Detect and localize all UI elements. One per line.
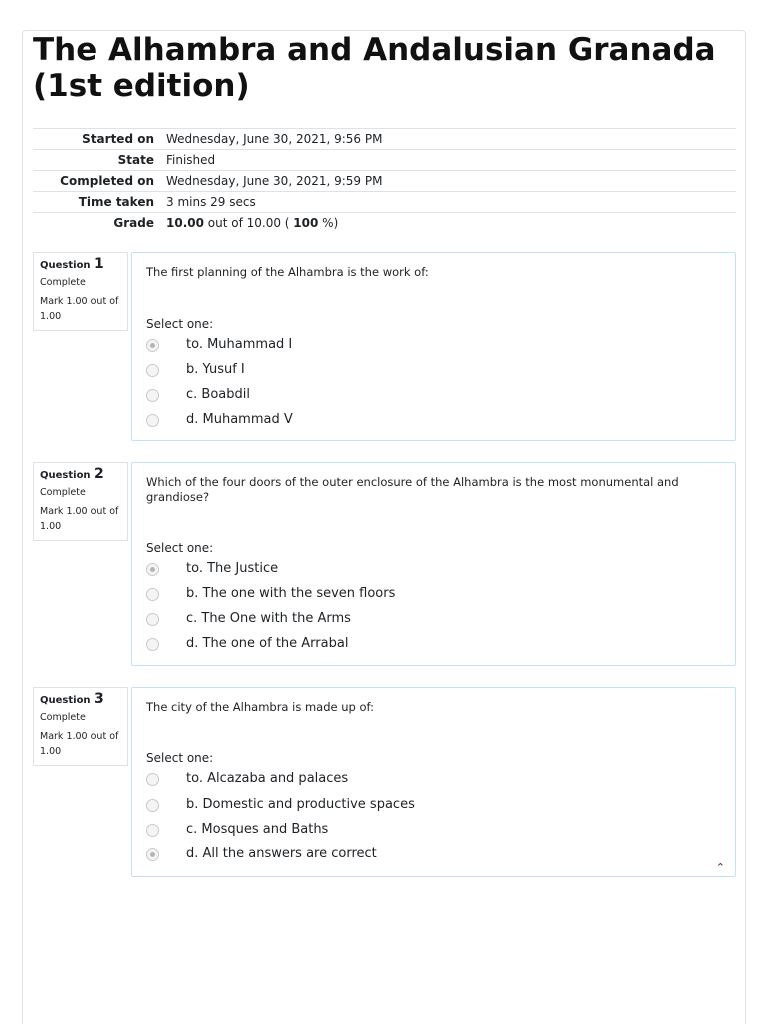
- summary-value: Wednesday, June 30, 2021, 9:59 PM: [166, 174, 383, 188]
- question-content-2: [131, 462, 736, 666]
- question-label: Question: [40, 470, 91, 481]
- radio-button[interactable]: [146, 848, 159, 861]
- answer-label: d. Muhammad V: [186, 411, 293, 427]
- attempt-summary-table: [33, 128, 736, 234]
- answer-label: to. Alcazaba and palaces: [186, 770, 349, 786]
- question-number: [40, 257, 121, 273]
- radio-button[interactable]: [146, 414, 159, 427]
- radio-button[interactable]: [146, 799, 159, 812]
- grade-out-of: out of 10.00 (: [203, 216, 294, 231]
- answer-option[interactable]: [146, 409, 293, 429]
- answer-option[interactable]: [146, 359, 245, 379]
- grade-percent-suffix: %): [318, 216, 339, 231]
- summary-value: Finished: [166, 153, 216, 167]
- answer-option[interactable]: [146, 334, 292, 354]
- summary-value: [166, 213, 736, 234]
- radio-button[interactable]: [146, 613, 159, 626]
- question-number-value: 3: [94, 691, 104, 707]
- radio-button[interactable]: [146, 339, 159, 352]
- summary-label: Grade: [113, 216, 154, 231]
- radio-button[interactable]: [146, 563, 159, 576]
- answer-option[interactable]: [146, 558, 278, 578]
- question-info-2: [33, 462, 128, 541]
- question-label: Question: [40, 695, 91, 706]
- summary-row-completed: [33, 171, 736, 192]
- grade-percent: 100: [293, 216, 319, 231]
- radio-button[interactable]: [146, 773, 159, 786]
- answer-option[interactable]: [146, 819, 328, 839]
- summary-row-started: [33, 129, 736, 150]
- question-content-3: [131, 687, 736, 877]
- question-number: [40, 692, 121, 708]
- answer-label: to. Muhammad I: [186, 336, 293, 352]
- answer-option[interactable]: [146, 384, 250, 404]
- question-content-1: [131, 252, 736, 441]
- radio-button[interactable]: [146, 588, 159, 601]
- question-mark: Mark 1.00 out of 1.00: [40, 731, 119, 757]
- question-state: Complete: [40, 712, 86, 723]
- question-state: Complete: [40, 277, 86, 288]
- answer-option[interactable]: [146, 583, 395, 603]
- radio-button[interactable]: [146, 638, 159, 651]
- summary-row-state: [33, 150, 736, 171]
- question-info-1: [33, 252, 128, 331]
- answer-option[interactable]: [146, 633, 348, 653]
- radio-button[interactable]: [146, 824, 159, 837]
- page-title: The Alhambra and Andalusian Granada (1st edition): [33, 32, 716, 104]
- answer-label: b. Yusuf I: [186, 361, 245, 377]
- answer-label: b. Domestic and productive spaces: [186, 796, 415, 812]
- radio-button[interactable]: [146, 364, 159, 377]
- question-text: The city of the Alhambra is made up of:: [146, 700, 375, 714]
- answer-label: c. Mosques and Baths: [186, 821, 329, 837]
- answer-option[interactable]: [146, 794, 415, 814]
- summary-value: Wednesday, June 30, 2021, 9:56 PM: [166, 132, 383, 146]
- summary-value: 3 mins 29 secs: [166, 195, 256, 209]
- question-number: [40, 467, 121, 483]
- question-mark: Mark 1.00 out of 1.00: [40, 506, 119, 532]
- summary-row-grade: [33, 213, 736, 234]
- question-state: Complete: [40, 487, 86, 498]
- question-text: The first planning of the Alhambra is the work of:: [146, 265, 429, 279]
- answer-label: d. All the answers are correct: [186, 845, 377, 861]
- select-one-prompt: Select one:: [146, 541, 214, 555]
- select-one-prompt: Select one:: [146, 751, 214, 765]
- question-mark: Mark 1.00 out of 1.00: [40, 296, 119, 322]
- question-number-value: 2: [94, 466, 104, 482]
- question-number-value: 1: [94, 256, 104, 272]
- summary-label: Time taken: [78, 195, 154, 209]
- answer-label: b. The one with the seven floors: [186, 585, 396, 601]
- chevron-up-icon[interactable]: ⌃: [715, 861, 725, 874]
- question-text: Which of the four doors of the outer enclosure of the Alhambra is the most monumental and grandiose?: [146, 475, 679, 504]
- answer-option[interactable]: [146, 608, 351, 628]
- answer-label: to. The Justice: [186, 560, 279, 576]
- answer-option[interactable]: [146, 768, 348, 788]
- radio-button[interactable]: [146, 389, 159, 402]
- summary-row-time-taken: [33, 192, 736, 213]
- summary-label: State: [117, 153, 154, 167]
- select-one-prompt: Select one:: [146, 317, 214, 331]
- summary-label: Completed on: [60, 174, 154, 188]
- grade-score: 10.00: [166, 216, 204, 231]
- answer-label: c. Boabdil: [186, 386, 250, 402]
- answer-label: d. The one of the Arrabal: [186, 635, 349, 651]
- answer-label: c. The One with the Arms: [186, 610, 351, 626]
- summary-label: Started on: [82, 132, 154, 146]
- answer-option[interactable]: [146, 843, 377, 863]
- question-info-3: [33, 687, 128, 766]
- question-label: Question: [40, 260, 91, 271]
